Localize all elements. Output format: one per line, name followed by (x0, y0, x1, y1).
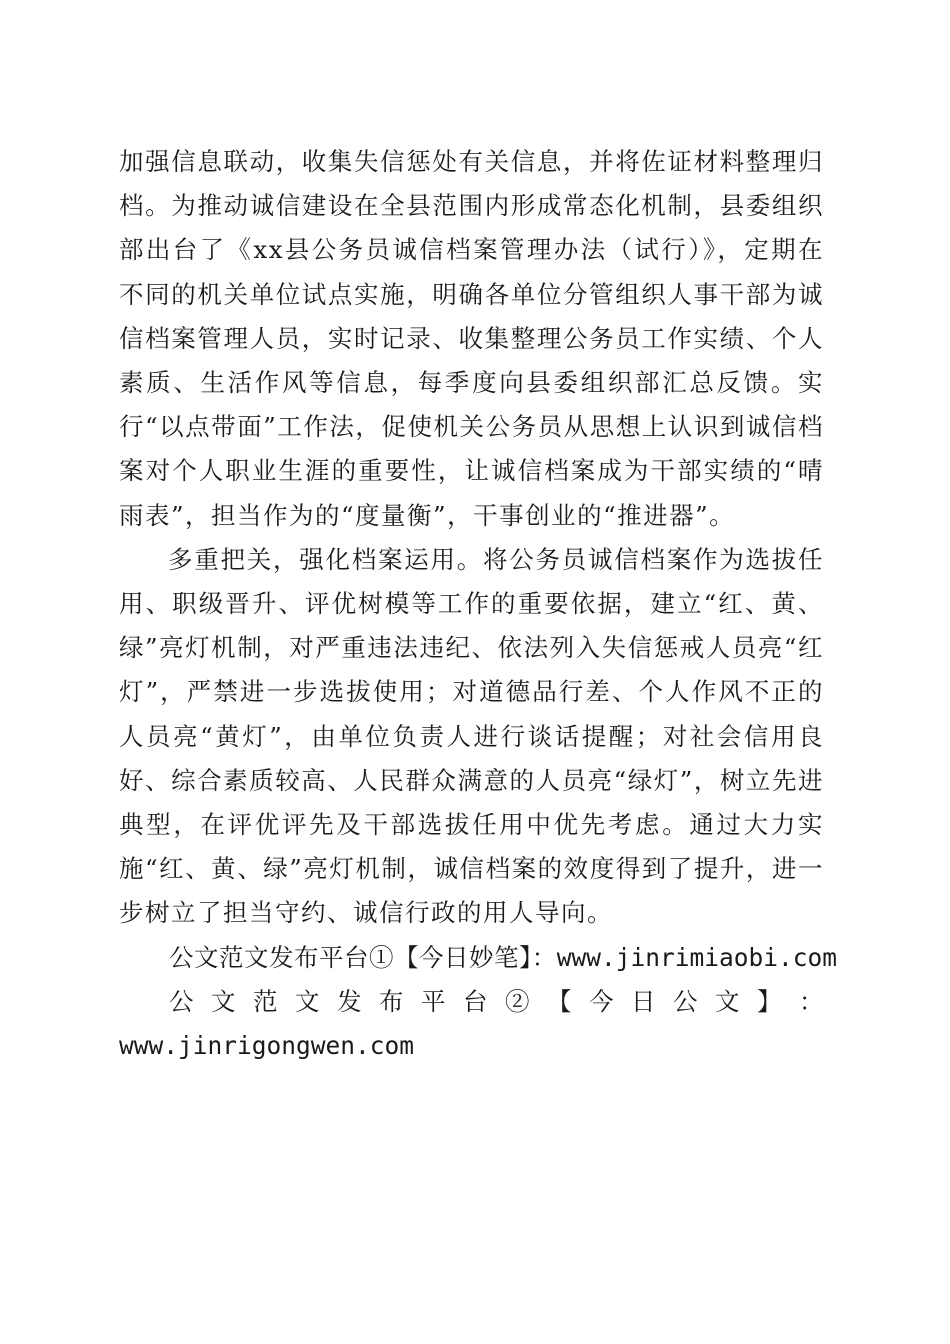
platform-line-1 (119, 936, 838, 980)
platform-1-label: 公文范文发布平台①【今日妙笔】： (169, 942, 557, 972)
paragraph-credit-archive-mechanism: 加强信息联动，收集失信惩处有关信息，并将佐证材料整理归档。为推动诚信建设在全县范围内形成常态化机制，县委组织部出台了《xx县公务员诚信档案管理办法（试行）》，定期在不同的机关单位试点实施，明确各单位分管组织人事干部为诚信档案管理人员，实时记录、收集整理公务员工作实绩、个人素质、生活作风等信息，每季度向县委组织部汇总反馈。实行“以点带面”工作法，促使机关公务员从思想上认识到诚信档案对个人职业生涯的重要性，让诚信档案成为干部实绩的“晴雨表”，担当作为的“度量衡”，干事创业的“推进器”。 (119, 147, 824, 530)
platform-line-2-url (119, 1024, 824, 1068)
paragraph-multiple-checks: 多重把关，强化档案运用。将公务员诚信档案作为选拔任用、职级晋升、评优树模等工作的重要依据，建立“红、黄、绿”亮灯机制，对严重违法违纪、依法列入失信惩戒人员亮“红灯”，严禁进一步选拔使用；对道德品行差、个人作风不正的人员亮“黄灯”，由单位负责人进行谈话提醒；对社会信用良好、综合素质较高、人民群众满意的人员亮“绿灯”，树立先进典型，在评优评先及干部选拔任用中优先考虑。通过大力实施“红、黄、绿”亮灯机制，诚信档案的效度得到了提升，进一步树立了担当守约、诚信行政的用人导向。 (119, 544, 824, 928)
platform-2-label: 公 文 范 文 发 布 平 台 ② 【 今 日 公 文 】 ： (169, 986, 824, 1016)
platform-1-url: www.jinrimiaobi.com (556, 942, 838, 972)
platform-line-2 (119, 980, 824, 1024)
platform-2-url: www.jinrigongwen.com (119, 1031, 415, 1061)
document-body (119, 140, 838, 1068)
